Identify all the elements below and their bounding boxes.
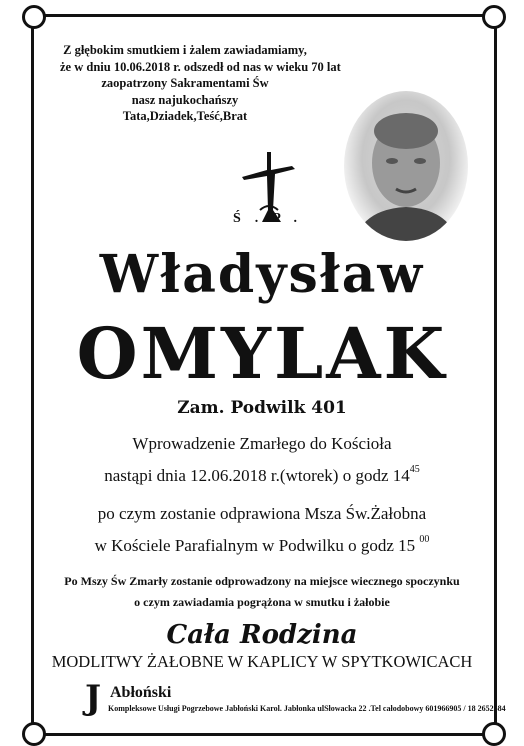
portrait-photo: [344, 91, 468, 241]
intro-line: Tata,Dziadek,Teść,Brat: [122, 109, 248, 123]
ceremony-line: po czym zostanie odprawiona Msza Św.Żałobna: [97, 504, 427, 523]
ceremony-line: Wprowadzenie Zmarłego do Kościoła: [132, 434, 392, 453]
ceremony-church-text: w Kościele Parafialnym w Podwilku o godz 15: [94, 536, 416, 555]
ceremony-church-minutes: 00: [419, 534, 430, 546]
frame-corner-bottom-right: [482, 722, 506, 746]
address: Zam. Podwilk 401: [177, 398, 347, 418]
ceremony-line: Po Mszy Św Zmarły zostanie odprowadzony na miejsce wiecznego spoczynku: [64, 574, 460, 588]
intro-line: Z głębokim smutkiem i żalem zawiadamiamy,: [63, 43, 307, 57]
frame-corner-top-right: [482, 5, 506, 29]
funeral-home-footer: [85, 678, 506, 718]
frame-corner-top-left: [22, 5, 46, 29]
ceremony-line: [0, 536, 524, 556]
intro-text: [60, 42, 341, 125]
first-name: Władysław: [99, 244, 425, 305]
ceremony-line: o czym zawiadamia pogrążona w smutku i żałobie: [134, 595, 390, 609]
ceremony-date-text: nastąpi dnia 12.06.2018 r.(wtorek) o godz 14: [104, 466, 410, 485]
intro-line: zaopatrzony Sakramentami Św: [101, 76, 269, 90]
funeral-home-name: Abłoński: [110, 684, 172, 701]
funeral-home-logo-initial: J: [85, 678, 102, 718]
family-signature: Cała Rodzina: [166, 620, 358, 650]
portrait-illustration: [344, 91, 468, 241]
surname: OMYLAK: [76, 312, 448, 395]
ceremony-line: [0, 466, 524, 486]
intro-line: nasz najukochańszy: [131, 92, 239, 107]
funeral-home-info: Kompleksowe Usługi Pogrzebowe Jabłoński Karol. Jabłonka ulSłowacka 22 .Tel całodobowy 601966905 / 18 2652584: [108, 704, 506, 713]
intro-line: że w dniu 10.06.2018 r. odszedł od nas w wieku 70 lat: [60, 59, 341, 74]
frame-corner-bottom-left: [22, 722, 46, 746]
sp-label: Ś.P.: [232, 211, 312, 226]
ceremony-time-minutes: 45: [409, 464, 420, 476]
prayers-notice: MODLITWY ŻAŁOBNE W KAPLICY W SPYTKOWICACH: [51, 652, 473, 671]
